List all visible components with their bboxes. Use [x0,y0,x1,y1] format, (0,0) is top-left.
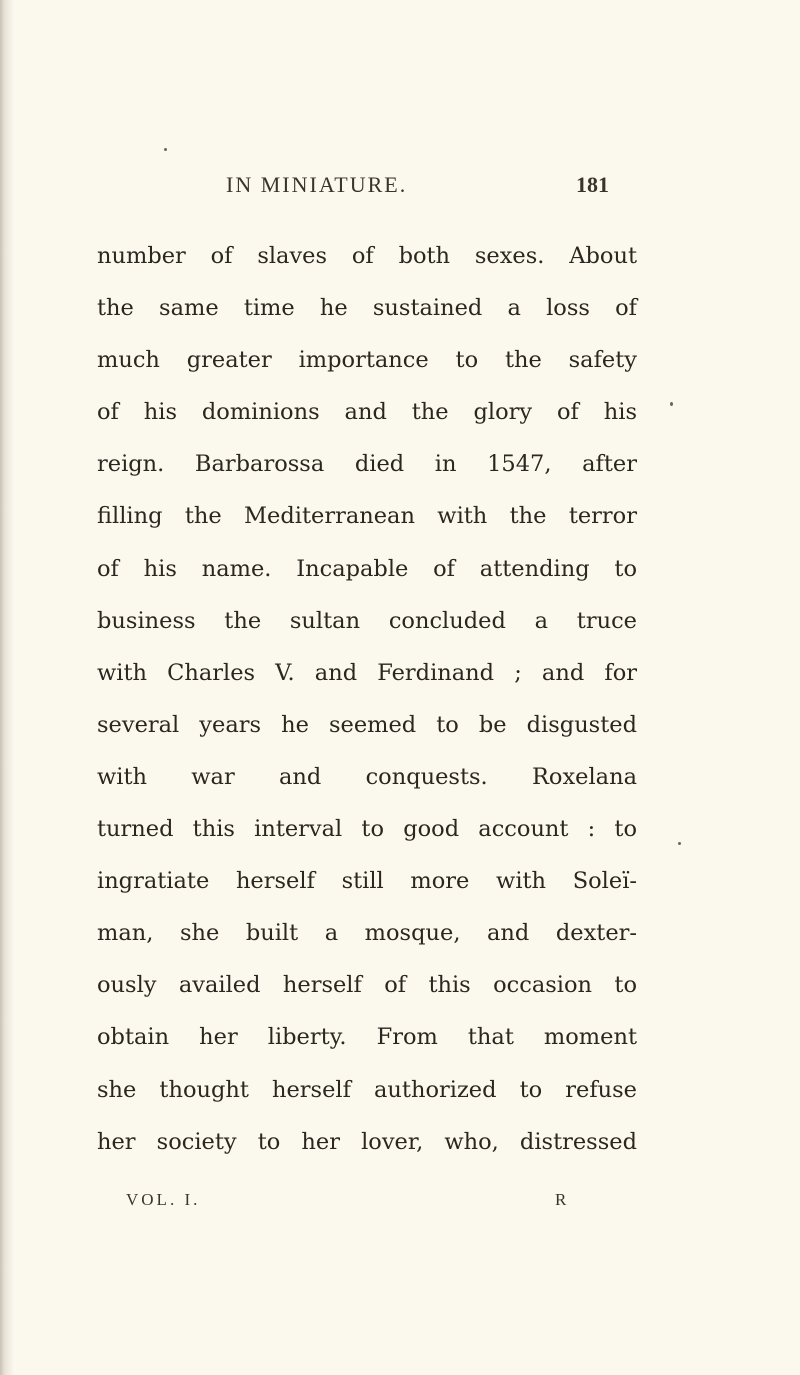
text-line: with Charles V. and Ferdinand ; and for [97,659,637,686]
text-line: turned this interval to good account : to [97,816,637,843]
text-line: ingratiate herself still more with Soleï- [97,868,637,895]
text-line: reign. Barbarossa died in 1547, after [97,451,637,478]
paper-speck [670,402,673,406]
body-text [97,230,637,1168]
text-line: business the sultan concluded a truce [97,607,637,634]
text-line: ously availed herself of this occasion to [97,972,637,999]
signature-mark: R [555,1190,567,1209]
text-line: the same time he sustained a loss of [97,295,637,322]
text-line: she thought herself authorized to refuse [97,1076,637,1103]
text-line: several years he seemed to be disgusted [97,711,637,738]
running-head: IN MINIATURE. [226,172,408,197]
text-line: man, she built a mosque, and dexter- [97,920,637,947]
volume-signature: VOL. I. [126,1190,201,1209]
text-line: of his name. Incapable of attending to [97,555,637,582]
text-line: filling the Mediterranean with the terror [97,503,637,530]
text-line: with war and conquests. Roxelana [97,763,637,790]
text-line: number of slaves of both sexes. About [97,243,637,269]
page-footer [0,1190,800,1214]
text-line: much greater importance to the safety [97,347,637,374]
text-line: obtain her liberty. From that moment [97,1024,637,1051]
text-line: her society to her lover, who, distressed [97,1128,637,1155]
page-number: 181 [576,172,609,197]
page-header [0,172,800,202]
paper-speck [678,842,681,845]
paper-speck [164,148,167,151]
text-line: of his dominions and the glory of his [97,399,637,426]
